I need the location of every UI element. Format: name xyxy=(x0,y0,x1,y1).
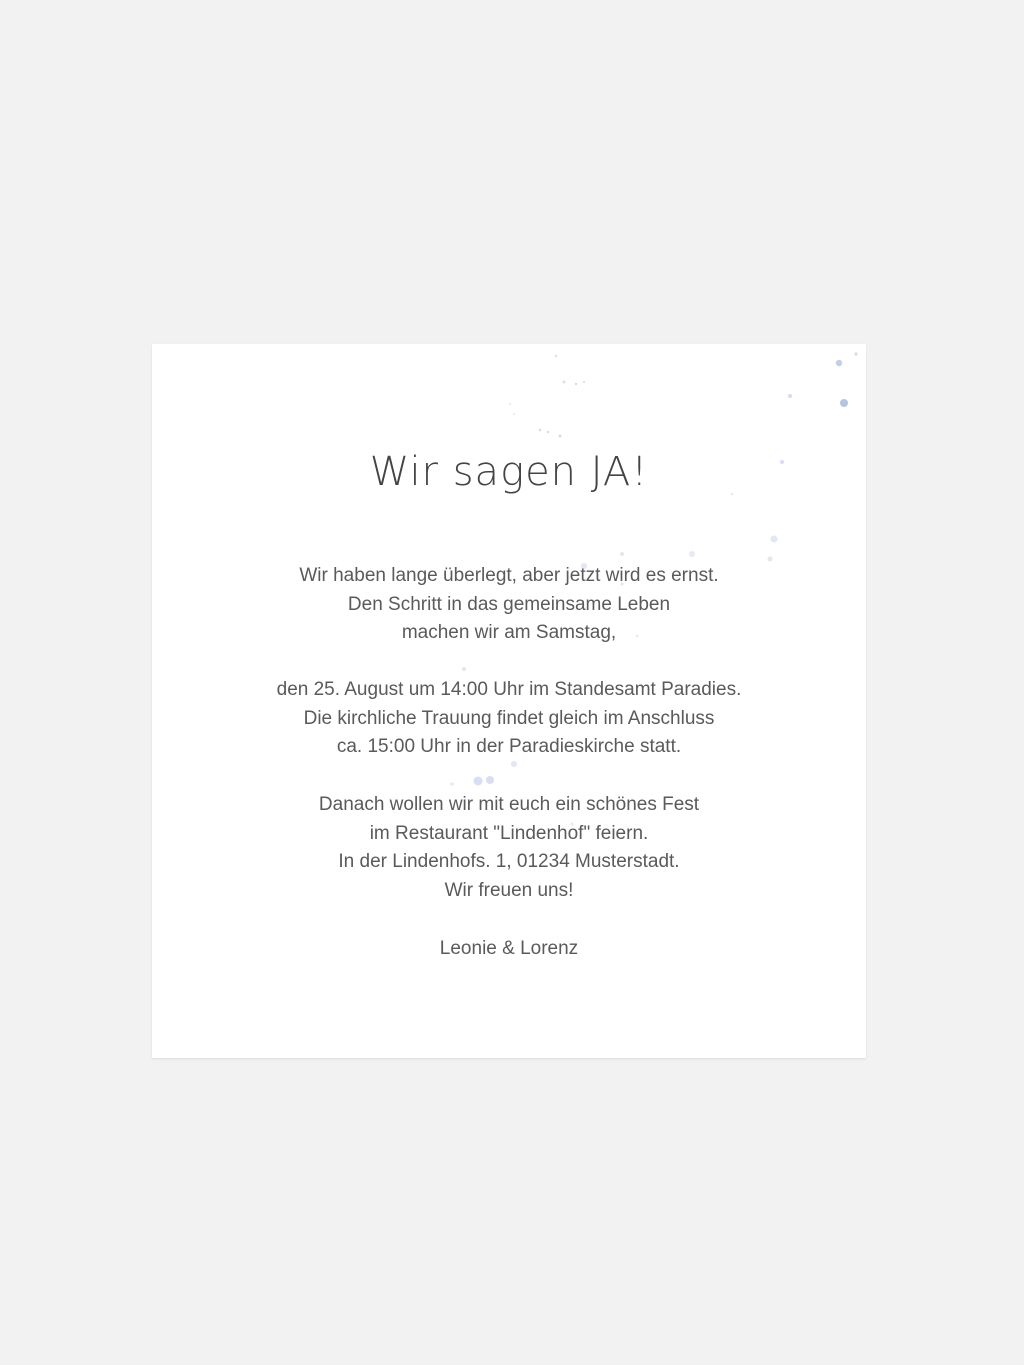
invitation-title: Wir sagen JA! xyxy=(369,449,649,495)
signature xyxy=(152,935,866,964)
celebration-paragraph xyxy=(152,791,866,906)
text-line: ca. 15:00 Uhr in der Paradieskirche statt. xyxy=(336,736,682,758)
text-line: Wir haben lange überlegt, aber jetzt wird es ernst. xyxy=(299,565,719,586)
text-line: Die kirchliche Trauung findet gleich im Anschluss xyxy=(303,707,715,729)
text-line: Danach wollen wir mit euch ein schönes Fest xyxy=(318,794,700,815)
text-line: den 25. August um 14:00 Uhr im Standesamt Paradies. xyxy=(276,679,742,700)
text-line: machen wir am Samstag, xyxy=(401,622,617,644)
ceremony-paragraph xyxy=(152,676,866,762)
signature-names: Leonie & Lorenz xyxy=(439,938,579,959)
text-line: Wir freuen uns! xyxy=(444,880,574,902)
text-line: Den Schritt in das gemeinsame Leben xyxy=(347,593,671,615)
text-line: im Restaurant "Lindenhof" feiern. xyxy=(369,822,649,844)
invitation-card xyxy=(152,344,866,1058)
intro-paragraph xyxy=(152,562,866,648)
text-line: In der Lindenhofs. 1, 01234 Musterstadt. xyxy=(338,851,680,873)
